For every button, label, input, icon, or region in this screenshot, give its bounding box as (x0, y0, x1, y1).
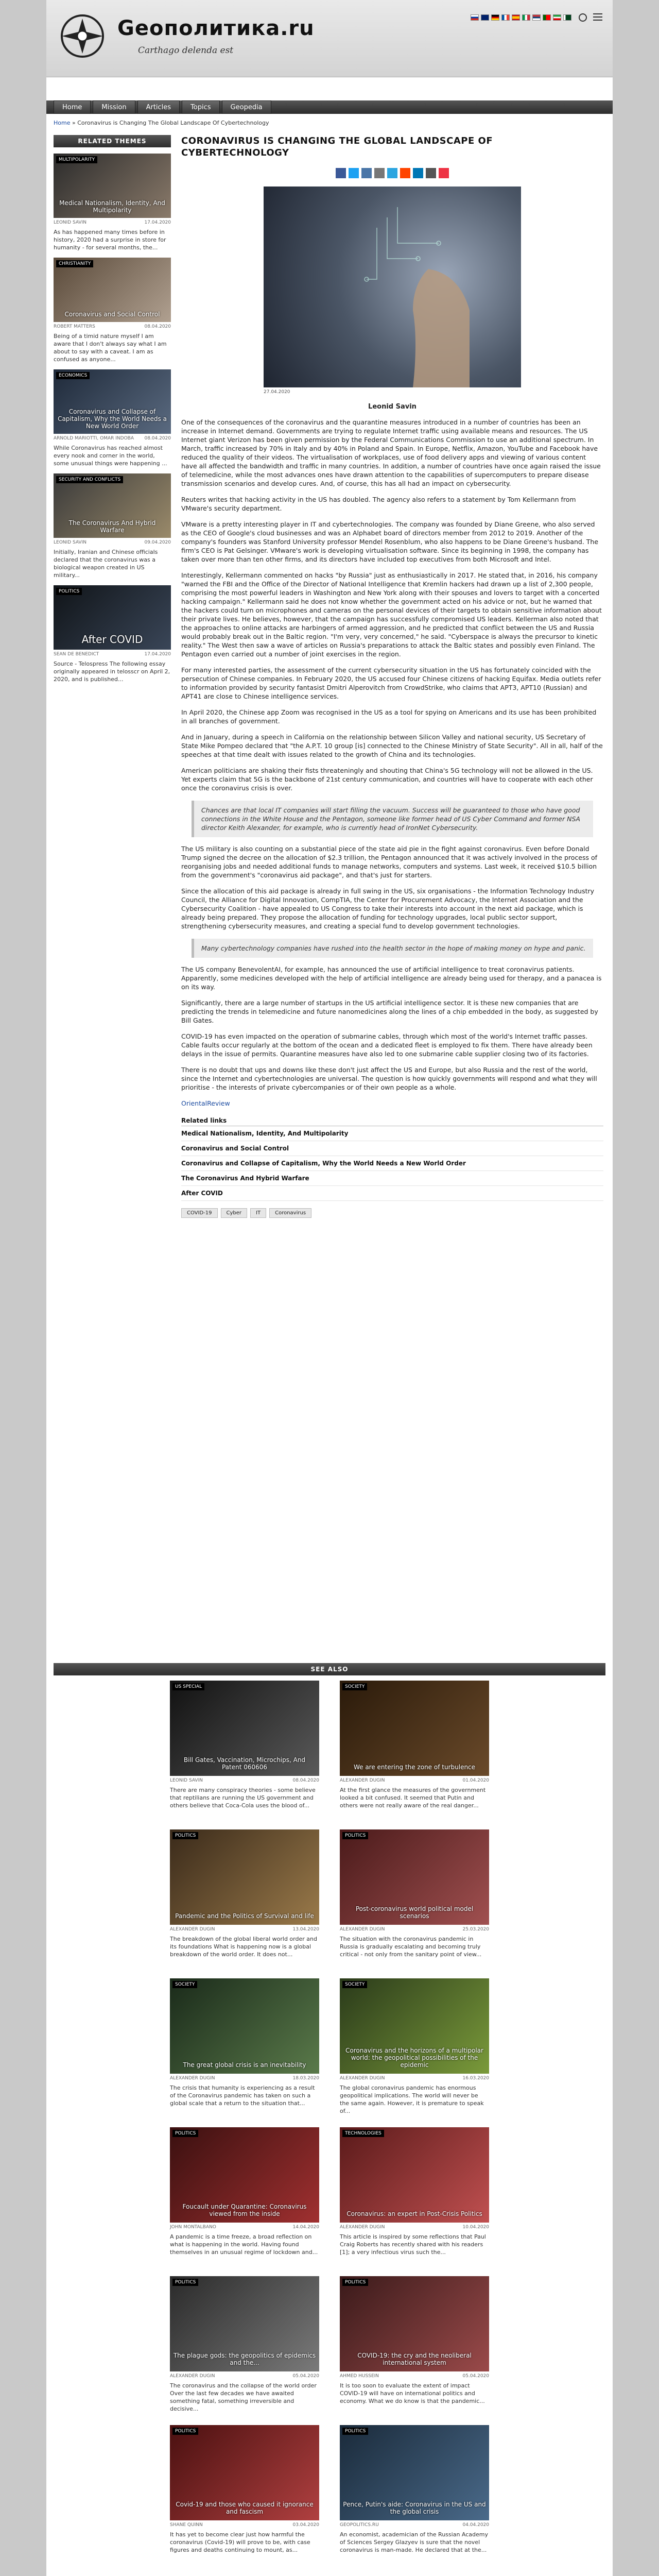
see-also-card[interactable] (340, 2425, 489, 2562)
see-also-card[interactable] (170, 2276, 319, 2413)
see-also-card[interactable] (340, 2127, 489, 2264)
sidebar-card-title[interactable]: Coronavirus and Social Control (64, 311, 160, 318)
see-also-card-tag[interactable]: POLITICS (172, 1832, 198, 1839)
language-flags (471, 14, 571, 21)
site-title[interactable]: Geoполитика.ru (117, 16, 315, 40)
sidebar-heading: RELATED THEMES (54, 135, 171, 147)
sidebar-card[interactable] (54, 258, 171, 363)
share-buttons (181, 168, 603, 178)
sidebar (54, 135, 171, 683)
see-also-card[interactable] (340, 1978, 489, 2115)
see-also-card-desc: It has yet to become clear just how harmful the coronavirus (Covid-19) will prove to be, with case figures and deaths continuing to mount, as... (170, 2531, 310, 2553)
sidebar-card-author[interactable]: LEONID SAVIN (54, 220, 86, 225)
see-also-card-meta (340, 2522, 489, 2528)
see-also-card-title[interactable]: Post-coronavirus world political model scenarios (355, 1905, 474, 1920)
article-paragraph: The US military is also counting on a substantial piece of the state aid pie in the fight against coronavirus. Even before Donald Trump signed the decree on the allocation of $2.3 trillion, the Pentagon announced that it was actively involved in the process of reorganising jobs and needed additional funds to manage networks, computers and systems. Last week, it received $10.5 billion from the government's "coronavirus aid package", and that's just for starters. (181, 845, 598, 879)
sidebar-card-title[interactable]: The Coronavirus And Hybrid Warfare (68, 519, 156, 534)
see-also-card-title[interactable]: The plague gods: the geopolitics of epidemics and the... (173, 2352, 316, 2366)
flag-pt-icon[interactable] (543, 14, 551, 21)
article-quote: Many cybertechnology companies have rushed into the health sector in the hope of making money on hype and panic. (192, 939, 593, 958)
sidebar-card-date: 09.04.2020 (144, 540, 171, 545)
breadcrumb (54, 120, 269, 126)
flag-uk-icon[interactable] (481, 14, 489, 21)
see-also-card-title[interactable]: Pandemic and the Politics of Survival and life (175, 1912, 314, 1920)
flag-ru-icon[interactable] (471, 14, 479, 21)
sidebar-card-desc: As has happened many times before in history, 2020 had a surprise in store for humanity - for several months, the... (54, 229, 166, 251)
see-also-card-desc: The crisis that humanity is experiencing as a result of the Coronavirus pandemic has taken on such a global scale that a return to the situation that... (170, 2084, 315, 2107)
sidebar-card-image[interactable] (54, 369, 171, 434)
see-also-grid (170, 1681, 489, 2562)
see-also-card-desc: The global coronavirus pandemic has enormous geopolitical implications. The world will never be the same again. However, it is premature to speak of... (340, 2084, 484, 2114)
see-also-card-image[interactable] (170, 2425, 319, 2520)
see-also-card-author[interactable]: GEOPOLITICS.RU (340, 2522, 379, 2528)
related-links (181, 1117, 603, 1201)
sidebar-card-desc: Source - Telospress The following essay originally appeared in telosscr on April 2, 2020, and is published... (54, 660, 170, 683)
see-also-card-date: 25.03.2020 (462, 1927, 489, 1932)
article-paragraph: For many interested parties, the assessment of the current cybersecurity situation in the US has fortunately coincided with the persecution of Chinese companies. In February 2020, the US accused four Chinese citizens of hacking Equifax. Media outlets refer to information provided by security fantasist Dmitri Alperovitch from CrowdStrike, who claims that APT3, APT10 (Russian) and APT41 are close to Chinese intelligence services. (181, 666, 601, 700)
see-also-card-date: 10.04.2020 (462, 2225, 489, 2230)
article-paragraph: VMware is a pretty interesting player in IT and cybertechnologies. The company was founded by Diane Greene, who also served as the CEO of Google's cloud businesses and was an Alphabet board of directors member from 2012 to 2019. Another of the company's founders was Stanford University professor Mendel Rosenblum, who also happens to be Diane Greene's husband. The firm's CEO is Pat Gelsinger. VMware's work is developing virtualisation software. Since its beginning in 1998, the company has taken over more than ten other firms, and its directors have included top executives from both Microsoft and Intel. (181, 520, 599, 563)
nav-mission[interactable]: Mission (93, 100, 135, 114)
see-also-card-tag[interactable]: SOCIETY (342, 1981, 367, 1988)
article (181, 135, 603, 1218)
see-also-card-author[interactable]: ALEXANDER DUGIN (170, 1927, 215, 1932)
article-paragraph: American politicians are shaking their fists threateningly and shouting that China's 5G technology will not be allowed in the US. Yet experts claim that 5G is the backbone of 21st century communication, and countries will have to cooperate with each other once the coronavirus crisis is over. (181, 767, 593, 792)
twitter-icon[interactable] (349, 168, 359, 178)
article-paragraph: COVID-19 has even impacted on the operation of submarine cables, through which most of the world's Internet traffic passes. Cable faults occur regularly at the bottom of the ocean and a dedicated fleet is employed to fix them. There have already been delays in the issue of permits. Quarantine measures have also led to one submarine cable supplier closing two of its factories. (181, 1032, 593, 1058)
sidebar-card[interactable] (54, 369, 171, 467)
flag-ir-icon[interactable] (553, 14, 561, 21)
sidebar-card-meta (54, 652, 171, 657)
sidebar-card[interactable] (54, 154, 171, 251)
sidebar-card[interactable] (54, 473, 171, 579)
main-nav (46, 100, 613, 114)
flag-it-icon[interactable] (522, 14, 530, 21)
nav-geopedia[interactable]: Geopedia (222, 100, 271, 114)
article-paragraph: Reuters writes that hacking activity in the US has doubled. The agency also refers to a statement by Tom Kellermann from VMware's security department. (181, 496, 576, 512)
see-also-card-title[interactable]: Foucault under Quarantine: Coronavirus viewed from the inside (182, 2203, 307, 2217)
see-also-card-author[interactable]: ALEXANDER DUGIN (340, 2076, 385, 2081)
linkedin-icon[interactable] (413, 168, 423, 178)
see-also-card-image[interactable] (340, 1978, 489, 2074)
sidebar-card-date: 08.04.2020 (144, 324, 171, 329)
nav-home[interactable]: Home (54, 100, 91, 114)
see-also-card-tag[interactable]: SOCIETY (342, 1683, 367, 1690)
sidebar-card-date: 17.04.2020 (144, 652, 171, 657)
article-title: CORONAVIRUS IS CHANGING THE GLOBAL LANDSCAPE OF CYBERTECHNOLOGY (181, 135, 493, 158)
see-also-card[interactable] (340, 1829, 489, 1966)
vk-icon[interactable] (361, 168, 372, 178)
see-also-card-meta (340, 1927, 489, 1932)
see-also-card-desc: It is too soon to evaluate the extent of impact COVID-19 will have on international politics and economy. What we do know is that the pandemic... (340, 2382, 485, 2404)
see-also-card-meta (170, 2225, 319, 2230)
article-paragraph: There is no doubt that ups and downs like these don't just affect the US and Europe, but also Russia and the rest of the world, since the Internet and cybertechnologies are universal. The question is how quickly governments will respond and what they will prioritise - the interests of private cybercompanies or of their own people as a whole. (181, 1066, 597, 1091)
see-also-card-tag[interactable]: US SPECIAL (172, 1683, 204, 1690)
article-paragraph: And in January, during a speech in California on the relationship between Silicon Valley and national security, US Secretary of State Mike Pompeo declared that "the A.P.T. 10 group [is] connected to the Chinese Ministry of State Security". All in all, half of the speeches at that time dealt with issues related to the growth of China and its technologies. (181, 733, 603, 758)
article-paragraph: Since the allocation of this aid package is already in full swing in the US, six organisations - the Information Technology Industry Council, the Alliance for Digital Innovation, CompTIA, the Center for Procurement Advocacy, the Internet Association and the Cybersecurity Coalition - have appealed to US Congress to take their interests into account in the next aid package, which is already being prepared. They propose the allocation of funding for technology upgrades, local public sector support, strengthening cybersecurity measures, and creating a special fund to develop government technologies. (181, 887, 595, 930)
see-also-card-date: 13.04.2020 (292, 1927, 319, 1932)
see-also-card-date: 18.03.2020 (292, 2076, 319, 2081)
article-date: 27.04.2020 (264, 389, 290, 395)
sidebar-card-meta (54, 436, 171, 441)
see-also-card-tag[interactable]: POLITICS (172, 2130, 198, 2137)
circuit-hand-icon (264, 187, 521, 387)
see-also-card[interactable] (340, 1681, 489, 1817)
see-also-card-tag[interactable]: SOCIETY (172, 1981, 197, 1988)
tag-cyber[interactable]: Cyber (221, 1208, 248, 1218)
search-icon[interactable] (579, 13, 587, 22)
sidebar-card-desc: Being of a timid nature myself I am aware that I don't always say what I am about to say with a caveat. I am as confused as anyone... (54, 333, 167, 363)
share-icon[interactable] (439, 168, 449, 178)
flag-es-icon[interactable] (512, 14, 520, 21)
see-also-card-author[interactable]: AHMED HUSSEIN (340, 2374, 379, 2379)
see-also-card-author[interactable]: LEONID SAVIN (170, 1778, 203, 1783)
see-also-card-author[interactable]: ALEXANDER DUGIN (340, 1778, 385, 1783)
see-also-card-author[interactable]: ALEXANDER DUGIN (340, 2225, 385, 2230)
page (46, 0, 613, 2576)
related-link[interactable]: After COVID (181, 1186, 603, 1201)
tag-it[interactable]: IT (250, 1208, 266, 1218)
see-also-card-date: 01.04.2020 (462, 1778, 489, 1783)
tag-covid-19[interactable]: COVID-19 (181, 1208, 218, 1218)
see-also-card-meta (170, 1778, 319, 1783)
see-also-card-meta (170, 2076, 319, 2081)
sidebar-card-author[interactable]: ARNOLD MARIOTTI, OMAR INDOBA (54, 436, 134, 441)
sidebar-card-image[interactable] (54, 585, 171, 650)
article-author[interactable]: Leonid Savin (368, 403, 417, 411)
see-also-card-desc: At the first glance the measures of the government looked a bit confused. It seemed that Putin and others were not really aware of the real danger... (340, 1787, 486, 1809)
see-also-card-image[interactable] (170, 1978, 319, 2074)
see-also-card[interactable] (340, 2276, 489, 2413)
sidebar-card-image[interactable] (54, 473, 171, 538)
see-also-card-desc: The coronavirus and the collapse of the world order Over the last few decades we have awaited something fatal, something irreversible and decisive... (170, 2382, 317, 2412)
nav-topics[interactable]: Topics (182, 100, 219, 114)
see-also-card-author[interactable]: ALEXANDER DUGIN (340, 1927, 385, 1932)
source-link[interactable]: OrientalReview (181, 1099, 230, 1107)
nav-articles[interactable]: Articles (137, 100, 180, 114)
sidebar-card-author[interactable]: ROBERT MATTERS (54, 324, 95, 329)
see-also-card[interactable] (170, 2425, 319, 2562)
facebook-icon[interactable] (336, 168, 346, 178)
see-also-card-author[interactable]: JOHN MONTALBANO (170, 2225, 216, 2230)
see-also-card-meta (340, 2225, 489, 2230)
site-motto: Carthago delenda est (138, 45, 234, 56)
see-also-card-image[interactable] (170, 1829, 319, 1925)
article-paragraph: Significantly, there are a large number of startups in the US artificial intelligence sector. It is these new companies that are predicting the trends in telemedicine and future nanomedicines along the lines of a chip embedded in the body, as suggested by Bill Gates. (181, 999, 598, 1024)
see-also-card-image[interactable] (340, 1829, 489, 1925)
see-also-card-date: 03.04.2020 (292, 2522, 319, 2528)
see-also-card-title[interactable]: The great global crisis is an inevitability (183, 2061, 306, 2069)
reddit-icon[interactable] (400, 168, 410, 178)
related-link[interactable]: Coronavirus and Collapse of Capitalism, Why the World Needs a New World Order (181, 1156, 603, 1171)
sidebar-card-date: 17.04.2020 (144, 220, 171, 225)
sidebar-card-author[interactable]: LEONID SAVIN (54, 540, 86, 545)
flag-fr-icon[interactable] (501, 14, 510, 21)
sidebar-card-tag[interactable]: POLITICS (56, 588, 82, 595)
see-also-card-title[interactable]: Coronavirus: an expert in Post-Crisis Politics (346, 2210, 482, 2217)
see-also-card-image[interactable] (170, 2276, 319, 2371)
see-also-card-date: 05.04.2020 (292, 2374, 319, 2379)
menu-icon[interactable] (593, 13, 602, 21)
see-also-card-desc: An economist, academician of the Russian Academy of Sciences Sergey Glazyev is sure that the novel coronavirus is man-made. He declared that at the... (340, 2531, 489, 2553)
sidebar-card-image[interactable] (54, 258, 171, 322)
article-quote: Chances are that local IT companies will start filling the vacuum. Success will be guaranteed to those who have good connections in the White House and the Pentagon, someone like former head of US Cyber Command and former NSA director Keith Alexander, for example, who is currently head of IronNet Cybersecurity. (192, 801, 593, 837)
site-header (46, 0, 613, 77)
see-also-card-desc: This article is inspired by some reflections that Paul Craig Roberts has recently shared with his readers [1]; a very infectious virus such the... (340, 2233, 486, 2256)
see-also-card[interactable] (170, 1681, 319, 1817)
tag-coronavirus[interactable]: Coronavirus (269, 1208, 311, 1218)
breadcrumb-current: Coronavirus is Changing The Global Landscape Of Cybertechnology (77, 120, 269, 126)
sidebar-card-author[interactable]: SEAN DE BENEDICT (54, 652, 99, 657)
sidebar-card-tag[interactable]: CHRISTIANITY (56, 260, 93, 267)
sidebar-card-tag[interactable]: SECURITY AND CONFLICTS (56, 476, 123, 483)
related-link[interactable]: Medical Nationalism, Identity, And Multipolarity (181, 1126, 603, 1141)
see-also-card-date: 16.03.2020 (462, 2076, 489, 2081)
see-also-card-meta (170, 2374, 319, 2379)
see-also-card-image[interactable] (340, 2276, 489, 2371)
see-also-card-date: 05.04.2020 (462, 2374, 489, 2379)
sidebar-card-desc: While Coronavirus has reached almost every nook and corner in the world, some unusual things were happening ... (54, 445, 167, 467)
see-also-card-meta (170, 2522, 319, 2528)
see-also-card-tag[interactable]: POLITICS (342, 1832, 368, 1839)
sidebar-card-meta (54, 220, 171, 225)
sidebar-card-tag[interactable]: ECONOMICS (56, 372, 90, 379)
see-also-card-title[interactable]: We are entering the zone of turbulence (353, 1764, 476, 1771)
article-paragraph: One of the consequences of the coronavirus and the quarantine measures introduced in a number of countries has been an increase in Internet demand. Governments are trying to regulate Internet traffic using available means and resources. The US Internet giant Verizon has been given permission by the Federal Communications Commission to use an additional spectrum. In March, traffic increased by 70% in Italy and by 40% in Poland and Spain. In Europe, Netflix, Amazon, YouTube and Facebook have reduced the quality of their videos. The virtualisation of workplaces, use of food delivery apps and viewing of various content have all affected the bandwidth and traffic in many countries. In addition, a number of countries have once again raised the issue of telemedicine, while the most advances ones have drawn attention to the capabilities of supercomputers to prepare disease transmission scenarios and develop cures. And, of course, this has all had an impact on cybersecurity. (181, 418, 601, 487)
see-also-card-tag[interactable]: POLITICS (342, 2279, 368, 2286)
see-also-heading: SEE ALSO (54, 1663, 605, 1675)
sidebar-card-title[interactable]: Medical Nationalism, Identity, And Multipolarity (59, 199, 165, 214)
see-also-card-image[interactable] (170, 1681, 319, 1776)
see-also-card-author[interactable]: ALEXANDER DUGIN (170, 2076, 215, 2081)
telegram-icon[interactable] (387, 168, 397, 178)
sidebar-card-title[interactable]: After COVID (81, 633, 143, 646)
see-also-card-author[interactable]: SHANE QUINN (170, 2522, 203, 2528)
see-also-card-meta (340, 2374, 489, 2379)
see-also-card-desc: The situation with the coronavirus pandemic in Russia is gradually escalating and becoming truly critical - not only from the sanitary point of view... (340, 1936, 482, 1958)
see-also-card-title[interactable]: Coronavirus and the horizons of a multipolar world: the geopolitical possibilities of the epidemic (345, 2047, 483, 2069)
see-also-card-desc: There are many conspiracy theories - some believe that reptilians are running the US government and others believe that Coca-Cola uses the blood of... (170, 1787, 316, 1809)
flag-pk-icon[interactable] (563, 14, 571, 21)
see-also-card-meta (170, 1927, 319, 1932)
article-paragraph: Interestingly, Kellermann commented on hacks "by Russia" just as enthusiastically in 2017. He stated that, in 2016, his company "warned the FBI and the Office of the Director of National Intelligence that Kremlin hackers had drawn up a list of 2,300 people, comprising the most powerful leaders in Washington and New York along with their spouses and lovers to target with a concerted hacking campaign." Kellermann said he does not know whether the government acted on his advice or not, but he warned that the hackers could turn on microphones and cameras on the personal devices of their targets to obtain sensitive information about their private lives. He believes, however, that the campaign has successfully compromised US leaders. Kellerman also noted that the approaches to online attacks are harbingers of armed aggression, and he predicted that conflict between the US and Russia would probably break out in the Baltic region. "I'm very, very concerned," he said. "Cyberspace is always the precursor to kinetic reality." The West then saw a wave of articles on Russia's preparations to attack the Baltic states and possibly even Finland. The Pentagon even carried out a number of joint exercises in the region. (181, 571, 602, 658)
breadcrumb-home[interactable]: Home (54, 120, 71, 126)
related-link[interactable]: Coronavirus and Social Control (181, 1141, 603, 1156)
see-also-card-tag[interactable]: TECHNOLOGIES (342, 2130, 384, 2137)
see-also-card-date: 04.04.2020 (462, 2522, 489, 2528)
sidebar-card-title[interactable]: Coronavirus and Collapse of Capitalism, Why the World Needs a New World Order (58, 408, 167, 430)
see-also-card-desc: A pandemic is a time freeze, a broad reflection on what is happening in the world. Having found themselves in an unusual regime of lockdown and... (170, 2233, 318, 2256)
flag-de-icon[interactable] (491, 14, 499, 21)
see-also-card-title[interactable]: Pence, Putin's aide: Coronavirus in the US and the global crisis (343, 2501, 486, 2515)
sidebar-card-meta (54, 540, 171, 545)
see-also-card-date: 14.04.2020 (292, 2225, 319, 2230)
see-also-card-meta (340, 1778, 489, 1783)
sidebar-card-date: 08.04.2020 (144, 436, 171, 441)
article-tags (181, 1208, 603, 1218)
see-also-card-image[interactable] (340, 2127, 489, 2223)
sidebar-card-tag[interactable]: MULTIPOLARITY (56, 156, 97, 163)
sidebar-card-desc: Initially, Iranian and Chinese officials declared that the coronavirus was a biological weapon created in US military... (54, 549, 158, 579)
sidebar-card-image[interactable] (54, 154, 171, 218)
see-also-card-image[interactable] (340, 2425, 489, 2520)
article-source-link (181, 1099, 603, 1108)
see-also-card-tag[interactable]: POLITICS (172, 2279, 198, 2286)
see-also-card-author[interactable]: ALEXANDER DUGIN (170, 2374, 215, 2379)
see-also-card-title[interactable]: Covid-19 and those who caused it ignorance and fascism (176, 2501, 314, 2515)
see-also-card-title[interactable]: Bill Gates, Vaccination, Microchips, And Patent 060606 (183, 1756, 306, 1771)
see-also-card-title[interactable]: COVID-19: the cry and the neoliberal international system (357, 2352, 472, 2366)
double-eagle-emblem-icon[interactable] (51, 10, 113, 62)
related-links-heading: Related links (181, 1117, 603, 1126)
print-icon[interactable] (426, 168, 436, 178)
article-hero-image (264, 187, 521, 387)
sidebar-card-meta (54, 324, 171, 329)
see-also-card-meta (340, 2076, 489, 2081)
see-also-card-image[interactable] (340, 1681, 489, 1776)
related-link[interactable]: The Coronavirus And Hybrid Warfare (181, 1171, 603, 1186)
see-also-card-image[interactable] (170, 2127, 319, 2223)
breadcrumb-separator: » (72, 120, 78, 126)
email-icon[interactable] (374, 168, 385, 178)
see-also-card-tag[interactable]: POLITICS (172, 2428, 198, 2435)
flag-rs-icon[interactable] (532, 14, 541, 21)
see-also-card-date: 08.04.2020 (292, 1778, 319, 1783)
see-also-card-desc: The breakdown of the global liberal world order and its foundations What is happening now is a global breakdown of the world order. It does not... (170, 1936, 317, 1958)
see-also-card[interactable] (170, 2127, 319, 2264)
article-paragraph: The US company BenevolentAI, for example, has announced the use of artificial intelligence to treat coronavirus patients. Apparently, some medicines developed with the help of artificial intelligence are already being used for therapy, and a panacea is on its way. (181, 965, 602, 991)
see-also-card-tag[interactable]: POLITICS (342, 2428, 368, 2435)
see-also-card[interactable] (170, 1978, 319, 2115)
article-paragraph: In April 2020, the Chinese app Zoom was recognised in the US as a tool for spying on Americans and its use has been prohibited in all branches of government. (181, 708, 597, 725)
see-also-card[interactable] (170, 1829, 319, 1966)
sidebar-card[interactable] (54, 585, 171, 683)
